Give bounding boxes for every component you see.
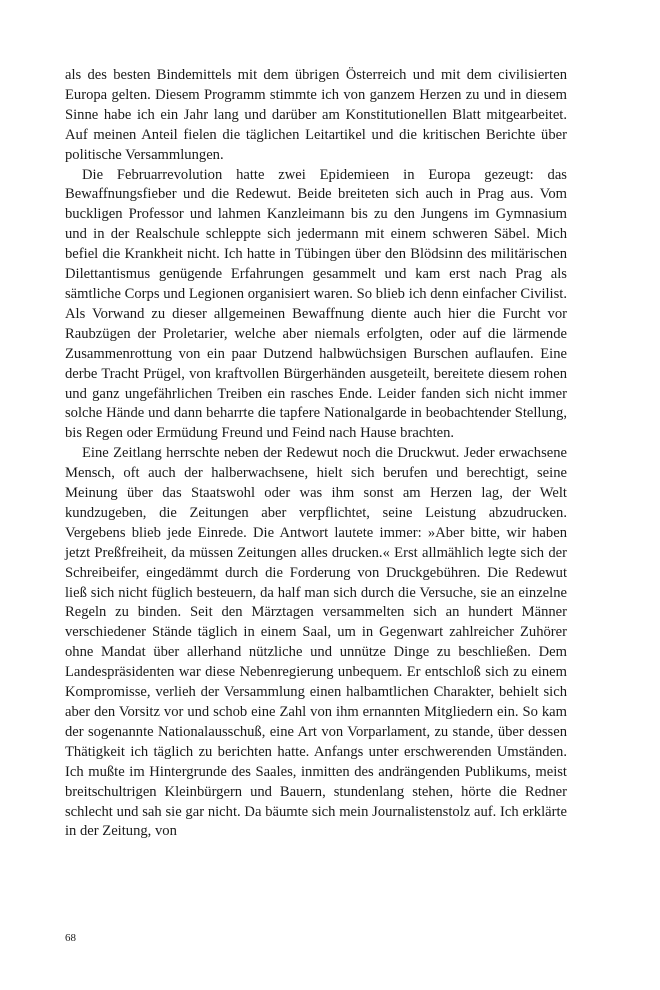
paragraph-february-revolution: Die Februarrevolution hatte zwei Epidemieen in Europa gezeugt: das Bewaffnungsfieber und die Redewut. Beide breiteten sich auch in Prag aus. Vom buckligen Professor und lahmen Kanzleimann bis zu den Jungens im Gymnasium und in der Realschule schleppte sich jedermann mit einem schweren Säbel. Mich befiel die Krankheit nicht. Ich hatte in Tübingen über den Blödsinn des militärischen Dilettantismus genügende Erfahrungen gesammelt und kam erst nach Prag als sämtliche Corps und Legionen organisiert waren. So blieb ich denn einfacher Civilist. Als Vorwand zu dieser allgemeinen Bewaffnung diente auch hier die Furcht vor Raubzügen der Proletarier, welche aber niemals erfolgten, oder auf die lärmende Zusammenrottung von ein paar Dutzend halbwüchsigen Burschen auflaufen. Eine derbe Tracht Prügel, von kraftvollen Bürgerhänden ausgeteilt, bereitete diesem rohen und ganz ungefährlichen Treiben ein rasches Ende. Leider fanden sich nicht immer solche Hände und dann beharrte die tapfere Nationalgarde in beobachtender Stellung, bis Regen oder Ermüdung Freund und Feind nach Hause brachten. [65, 166, 567, 442]
paragraph-continuation: als des besten Bindemittels mit dem übrigen Österreich und mit dem civilisierten Europa gelten. Diesem Programm stimmte ich von ganzem Herzen zu und in diesem Sinne habe ich ein Jahr lang und darüber am Konstitutionellen Blatt mitgearbeitet. Auf meinen Anteil fielen die täglichen Leitartikel und die kritischen Berichte über politische Versammlungen. [65, 67, 567, 163]
page-number: 68 [65, 932, 76, 944]
body-text [65, 66, 567, 842]
paragraph-press-mania: Eine Zeitlang herrschte neben der Redewut noch die Druckwut. Jeder erwachsene Mensch, oft auch der halberwachsene, hielt sich berufen und berechtigt, seine Meinung über das Staatswohl oder was ihm sonst am Herzen lag, der Welt kundzugeben, die Zeitungen aber verpflichtet, seine Leistung abzudrucken. Vergebens blieb jede Einrede. Die Antwort lautete immer: »Aber bitte, wir haben jetzt Preßfreiheit, da müssen Zeitungen alles drucken.« Erst allmählich legte sich der Schreibeifer, eingedämmt durch die Forderung von Druckgebühren. Die Redewut ließ sich nicht füglich besteuern, da half man sich durch die Versuche, sie an einzelne Regeln zu binden. Seit den Märztagen versammelten sich an hundert Männer verschiedener Stände täglich in einem Saal, um in Gegenwart zahlreicher Zuhörer ohne Mandat über allerhand nützliche und unnütze Dinge zu beschließen. Dem Landespräsidenten war diese Nebenregierung unbequem. Er entschloß sich zu einem Kompromisse, verlieh der Versammlung einen halbamtlichen Charakter, behielt sich aber den Vorsitz vor und schob eine Zahl von ihm ernannten Mitgliedern ein. So kam der sogenannte Nationalausschuß, eine Art von Vorparlament, zu stande, über dessen Thätigkeit ich täglich zu berichten hatte. Anfangs unter erschwerenden Umständen. Ich mußte im Hintergrunde des Saales, inmitten des andrängenden Publikums, meist breitschultrigen Kleinbürgern und Bauern, stundenlang stehen, hörte die Redner schlecht und sah sie gar nicht. Da bäumte sich mein Journalistenstolz auf. Ich erklärte in der Zeitung, von [65, 445, 567, 840]
